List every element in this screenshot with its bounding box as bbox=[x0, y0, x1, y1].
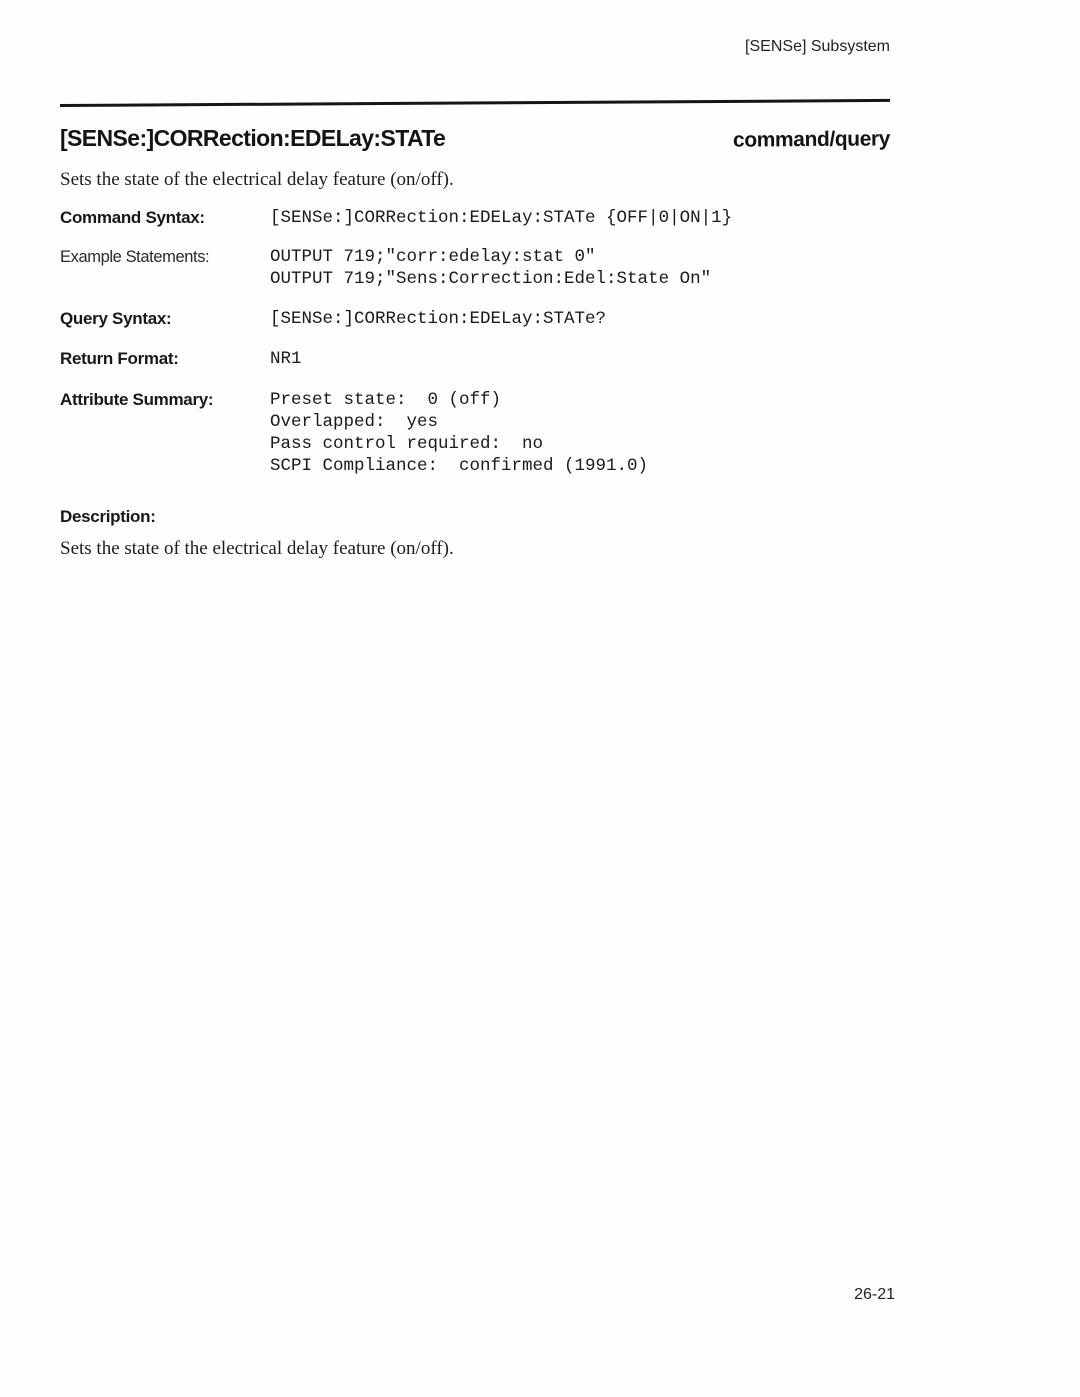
definition-row-return-format bbox=[60, 348, 890, 370]
definition-row-command-syntax bbox=[60, 207, 890, 229]
command-type-label: command/query bbox=[732, 127, 891, 152]
definition-row-query-syntax bbox=[60, 308, 890, 330]
command-syntax-label: Command Syntax: bbox=[60, 208, 205, 227]
mono-line: SCPI Compliance: confirmed (1991.0) bbox=[270, 456, 649, 476]
definition-row-example-statements bbox=[60, 246, 890, 290]
example-statements-value bbox=[270, 246, 890, 290]
command-title: [SENSe:]CORRection:EDELay:STATe bbox=[60, 125, 446, 151]
header-subsystem-label: [SENSe] Subsystem bbox=[745, 38, 890, 55]
mono-line: NR1 bbox=[270, 349, 302, 369]
mono-line: OUTPUT 719;"corr:edelay:stat 0" bbox=[270, 247, 596, 267]
query-syntax-value bbox=[270, 308, 890, 330]
mono-line: Preset state: 0 (off) bbox=[270, 390, 502, 410]
return-format-value bbox=[270, 348, 890, 370]
mono-line: OUTPUT 719;"Sens:Correction:Edel:State On" bbox=[270, 269, 712, 289]
command-syntax-value bbox=[270, 207, 890, 229]
return-format-label: Return Format: bbox=[60, 349, 179, 368]
attribute-summary-label: Attribute Summary: bbox=[60, 390, 214, 409]
mono-line: [SENSe:]CORRection:EDELay:STATe? bbox=[270, 309, 607, 329]
title-row bbox=[60, 124, 890, 152]
header-rule bbox=[60, 99, 890, 107]
description-text: Sets the state of the electrical delay feature (on/off). bbox=[60, 538, 454, 559]
query-syntax-label: Query Syntax: bbox=[60, 309, 172, 328]
command-summary: Sets the state of the electrical delay feature (on/off). bbox=[60, 169, 454, 190]
mono-line: Pass control required: no bbox=[270, 434, 544, 454]
mono-line: [SENSe:]CORRection:EDELay:STATe {OFF|0|ON|1} bbox=[270, 208, 733, 228]
description-label: Description: bbox=[60, 507, 156, 526]
page-header bbox=[60, 38, 890, 56]
page-number: 26-21 bbox=[854, 1286, 895, 1303]
attribute-summary-value bbox=[270, 389, 890, 477]
mono-line: Overlapped: yes bbox=[270, 412, 439, 432]
example-statements-label: Example Statements: bbox=[60, 248, 210, 266]
definition-row-attribute-summary bbox=[60, 389, 890, 477]
